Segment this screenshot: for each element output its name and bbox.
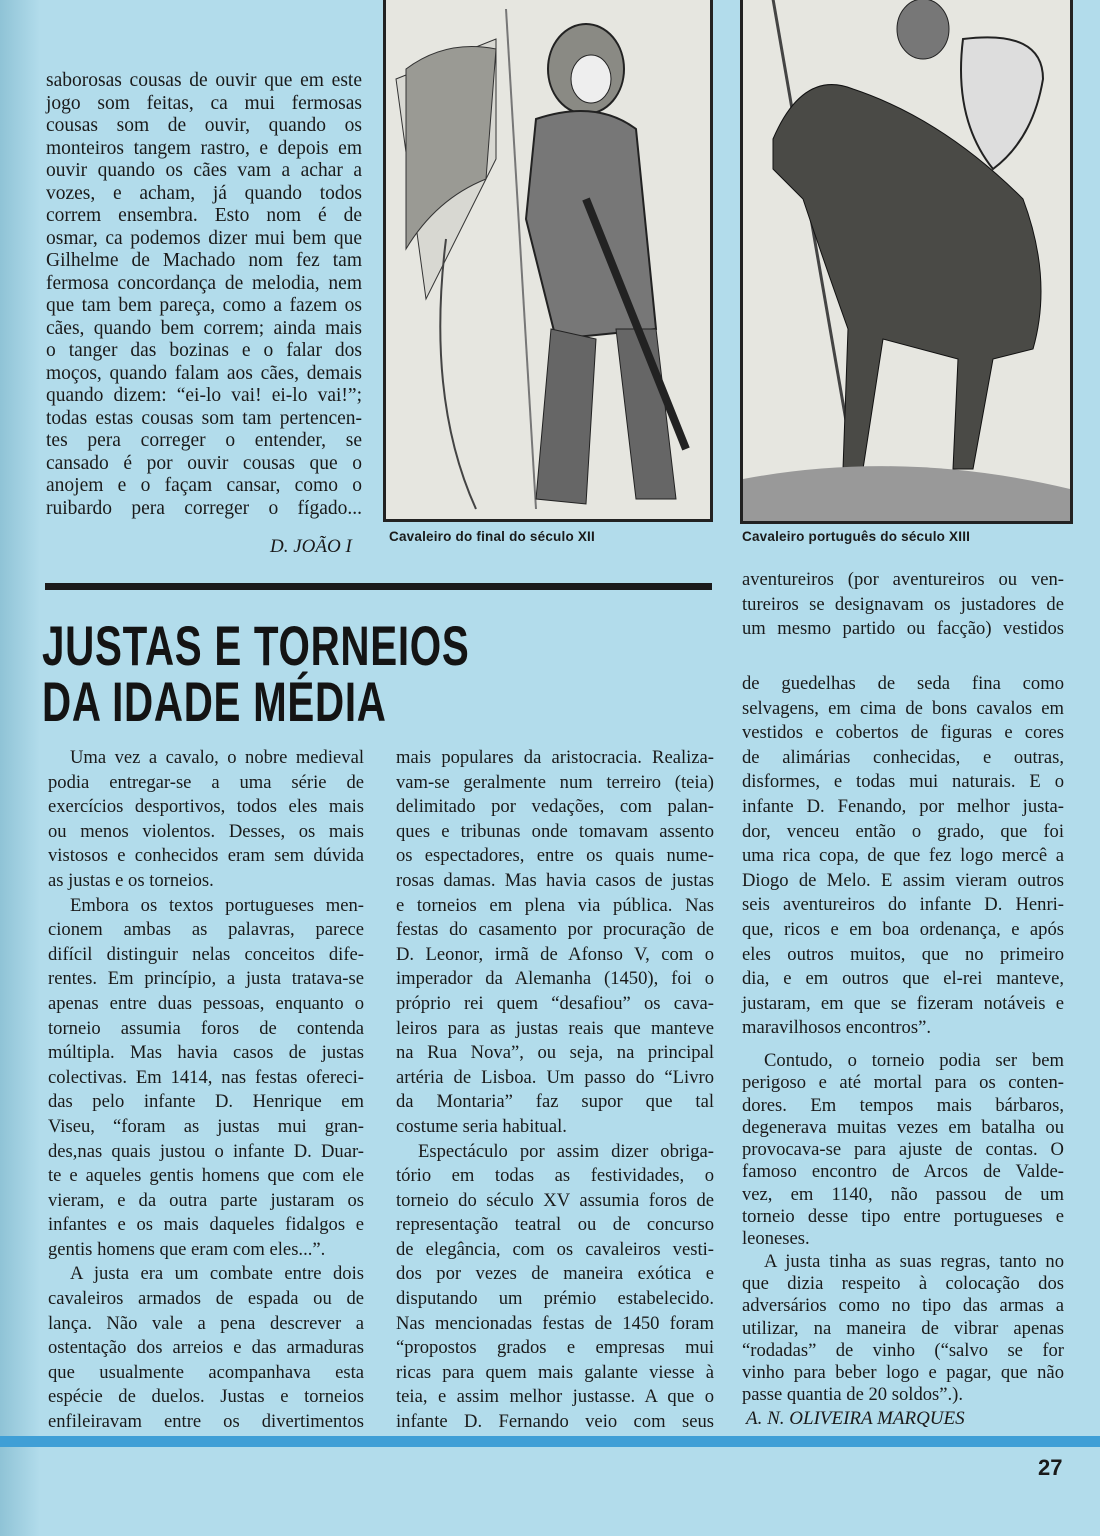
text-line: os espectadores, entre os quais nume-: [396, 845, 714, 867]
text-line: múltipla. Mas havia casos de justas: [48, 1042, 364, 1064]
text-line: famoso encontro de Arcos de Valde-: [742, 1161, 1064, 1183]
text-line: ricas para quem mais galante viesse à: [396, 1361, 714, 1383]
text-line: próprio rei quem “desafiou” os cava-: [396, 992, 714, 1014]
text-line: vinho para beber logo e pagar, que não: [742, 1362, 1064, 1384]
text-line: tureiros se designavam os justadores de: [742, 593, 1064, 615]
text-line: ruibardo pera correger o fígado...: [46, 497, 362, 519]
text-line: monteiros tangem rastro, e depois em: [46, 137, 362, 159]
text-line: disputando um prémio estabelecido.: [396, 1288, 714, 1310]
figure-portuguese-knight-13th-century: [740, 0, 1073, 524]
text-line: adversários como no tipo das armas a: [742, 1295, 1064, 1317]
text-line: colectivas. Em 1414, nas festas ofereci-: [48, 1066, 364, 1088]
text-line: vestidos e cobertos de figuras e cores: [742, 722, 1064, 744]
text-line: da Montaria” faz supor que tal: [396, 1091, 714, 1113]
text-line: festas do casamento por procuração de: [396, 919, 714, 941]
text-line: difícil distinguir nelas conceitos dife-: [48, 943, 364, 965]
mounted-knight-illustration-icon: [743, 0, 1070, 521]
text-line: jogo som feitas, ca mui fermosas: [46, 92, 362, 114]
footer-color-bar: [0, 1436, 1100, 1447]
text-line: exercícios desportivos, todos eles mais: [48, 796, 364, 818]
text-line: que dizia respeito à colocação dos: [742, 1272, 1064, 1294]
text-line: e torneios em plena via pública. Nas: [396, 894, 714, 916]
text-line: vieram, e da outra parte justaram os: [48, 1189, 364, 1211]
text-line: provocava-se para ajuste de contas. O: [742, 1139, 1064, 1161]
text-line: cavaleiros armados de espada ou de: [48, 1288, 364, 1310]
text-line: Embora os textos portugueses men-: [70, 894, 364, 916]
text-line: Uma vez a cavalo, o nobre medieval: [70, 747, 364, 768]
text-line: leoneses.: [742, 1228, 810, 1250]
page-edge-shadow: [0, 0, 40, 1536]
text-line: cionem ambas as palavras, parece: [48, 919, 364, 941]
text-line: quando dizem: “ei-lo vai! ei-lo vai!”;: [46, 385, 362, 406]
text-line: vam-se geralmente num terreiro (teia): [396, 771, 714, 793]
text-line: correm ensembra. Esto nom é de: [46, 205, 362, 226]
figure-knight-12th-century: [383, 0, 713, 522]
text-line: Viseu, “foram as justas mui gran-: [48, 1115, 364, 1137]
text-line: dor, venceu então o grado, que foi: [742, 820, 1064, 842]
text-line: uma rica copa, de que fez logo mercê a: [742, 845, 1064, 867]
figure-caption-2: Cavaleiro português do século XIII: [742, 529, 971, 544]
text-line: dores. Em tempos mais bárbaros,: [742, 1094, 1064, 1116]
text-line: delimitado por vedações, com palan-: [396, 796, 714, 818]
text-line: Gilhelme de Machado nom fez tam: [46, 250, 362, 271]
text-line: infante D. Fenando, por melhor justa-: [742, 795, 1064, 817]
text-line: dos por vezes de maneira exótica e: [396, 1263, 714, 1285]
text-line: aventureiros (por aventureiros ou ven-: [742, 569, 1064, 590]
article-column-3-middle: [742, 672, 1064, 1041]
text-line: enfileiravam entre os divertimentos: [48, 1411, 364, 1433]
text-line: cousas som de ouvir, quando os: [46, 115, 362, 136]
text-line: apenas entre duas pessoas, enquanto o: [48, 992, 364, 1014]
text-line: representação teatral ou de concurso: [396, 1214, 714, 1236]
text-line: espécie de duelos. Justas e torneios: [48, 1386, 364, 1408]
text-line: as justas e os torneios.: [48, 869, 214, 891]
text-line: podia entregar-se a uma série de: [48, 771, 364, 793]
text-line: torneio do século XV assumia foros de: [396, 1189, 714, 1211]
text-line: A justa era um combate entre dois: [70, 1263, 364, 1285]
text-line: selvagens, em cima de bons cavalos em: [742, 697, 1064, 719]
section-rule: [45, 583, 712, 590]
text-line: que, ricos e em boa ordenança, e após: [742, 918, 1064, 940]
text-line: “propostos grados e empresas mui: [396, 1337, 714, 1359]
text-line: artéria de Lisboa. Um passo do “Livro: [396, 1066, 714, 1088]
article-title-line-1: JUSTAS E TORNEIOS: [42, 614, 470, 677]
text-line: teia, e assim melhor justasse. A que o: [396, 1386, 714, 1408]
text-line: justaram, em que se fizeram notáveis e: [742, 992, 1064, 1014]
figure-caption-1: Cavaleiro do final do século XII: [389, 529, 595, 544]
article-column-2: [396, 746, 714, 1435]
text-line: ouvir quando os cães vam a achar a: [46, 160, 362, 181]
article-title-line-2: DA IDADE MÉDIA: [42, 670, 387, 733]
text-line: costume seria habitual.: [396, 1115, 567, 1137]
text-line: infantes e os mais daqueles fidalgos e: [48, 1214, 364, 1236]
text-line: de alimárias conhecidas, e outras,: [742, 746, 1064, 768]
text-line: rosas damas. Mas havia casos de justas: [396, 869, 714, 891]
text-line: ostentação dos arreios e das armaduras: [48, 1337, 364, 1359]
text-line: degenerava muitas vezes em batalha ou: [742, 1116, 1064, 1138]
text-line: vistosos e conhecidos eram sem dúvida: [48, 845, 364, 867]
text-line: anojem e o façam cansar, como o: [46, 475, 362, 496]
text-line: gentis homens que eram com eles...”.: [48, 1238, 326, 1260]
text-line: infante D. Fernando veio com seus: [396, 1411, 714, 1433]
page-number: 27: [1038, 1455, 1063, 1480]
text-line: rentes. Em princípio, a justa tratava-se: [48, 968, 364, 990]
text-line: de elegância, com os cavaleiros vesti-: [396, 1238, 714, 1260]
text-line: disformes, e todas mui naturais. E o: [742, 771, 1064, 793]
text-line: tes pera correger o entender, se: [46, 430, 362, 451]
text-line: utilizar, na maneira de vibrar apenas: [742, 1317, 1064, 1339]
text-line: moços, quando falam aos cães, demais: [46, 362, 362, 384]
article-column-1: [48, 746, 364, 1435]
text-line: “rodadas” de vinho (“salvo se for: [742, 1339, 1064, 1361]
text-line: de guedelhas de seda fina como: [742, 673, 1064, 694]
text-line: lança. Não vale a pena descrever a: [48, 1312, 364, 1334]
text-line: ques e tribunas onde tomavam assento: [396, 820, 714, 842]
knight-illustration-icon: [386, 0, 710, 519]
text-line: imperador da Alemanha (1450), foi o: [396, 968, 714, 990]
article-column-3-top: [742, 568, 1064, 642]
text-line: tório em todas as festividades, o: [396, 1165, 714, 1187]
text-line: dia, e em outros que el-rei manteve,: [742, 968, 1064, 990]
text-line: torneio desse tipo entre portugueses e: [742, 1206, 1064, 1228]
article-author: A. N. OLIVEIRA MARQUES: [746, 1408, 965, 1429]
quote-author: D. JOÃO I: [270, 536, 352, 557]
text-line: que tam bem pareça, como a fazem os: [46, 295, 362, 316]
text-line: cães, quando bem correm; ainda mais: [46, 317, 362, 339]
text-line: perigoso e até mortal para os conten-: [742, 1072, 1064, 1094]
text-line: Diogo de Melo. E assim vieram outros: [742, 869, 1064, 891]
text-line: cansado é por ouvir cousas que o: [46, 452, 362, 474]
text-line: ou menos violentos. Desses, os mais: [48, 820, 364, 842]
text-line: passe quantia de 20 soldos”.).: [742, 1384, 964, 1406]
text-line: osmar, ca podemos dizer mui bem que: [46, 227, 362, 249]
quote-column: [46, 70, 362, 520]
article-column-3-bottom: [742, 1050, 1064, 1407]
text-line: torneio assumia foros de contenda: [48, 1017, 364, 1039]
text-line: vez, em 1140, não passou de um: [742, 1183, 1064, 1205]
text-line: A justa tinha as suas regras, tanto no: [764, 1250, 1064, 1272]
text-line: que usualmente acompanhava esta: [48, 1361, 364, 1383]
text-line: maravilhosos encontros”.: [742, 1017, 931, 1039]
text-line: seis aventureiros do infante D. Henri-: [742, 894, 1064, 916]
text-line: vozes, e acham, já quando todos: [46, 182, 362, 204]
text-line: na Rua Nova”, ou seja, na principal: [396, 1042, 714, 1064]
text-line: das pelo infante D. Henrique em: [48, 1091, 364, 1113]
text-line: Espectáculo por assim dizer obriga-: [418, 1140, 714, 1162]
text-line: todas estas cousas som tam pertencen-: [46, 407, 362, 429]
text-line: D. Leonor, irmã de Afonso V, com o: [396, 943, 714, 965]
text-line: Nas mencionadas festas de 1450 foram: [396, 1312, 714, 1334]
text-line: Contudo, o torneio podia ser bem: [764, 1050, 1064, 1071]
text-line: eles outros muitos, que no primeiro: [742, 943, 1064, 965]
text-line: leiros para as justas reais que manteve: [396, 1017, 714, 1039]
text-line: fermosa concordança de melodia, nem: [46, 272, 362, 294]
text-line: saborosas cousas de ouvir que em este: [46, 70, 362, 91]
text-line: um mesmo partido ou facção) vestidos: [742, 618, 1064, 640]
text-line: des,nas quais justou o infante D. Duar-: [48, 1140, 364, 1162]
text-line: te e aqueles gentis homens que com ele: [48, 1165, 364, 1187]
text-line: mais populares da aristocracia. Realiza-: [396, 747, 714, 768]
text-line: o tanger das bozinas e o falar dos: [46, 340, 362, 361]
